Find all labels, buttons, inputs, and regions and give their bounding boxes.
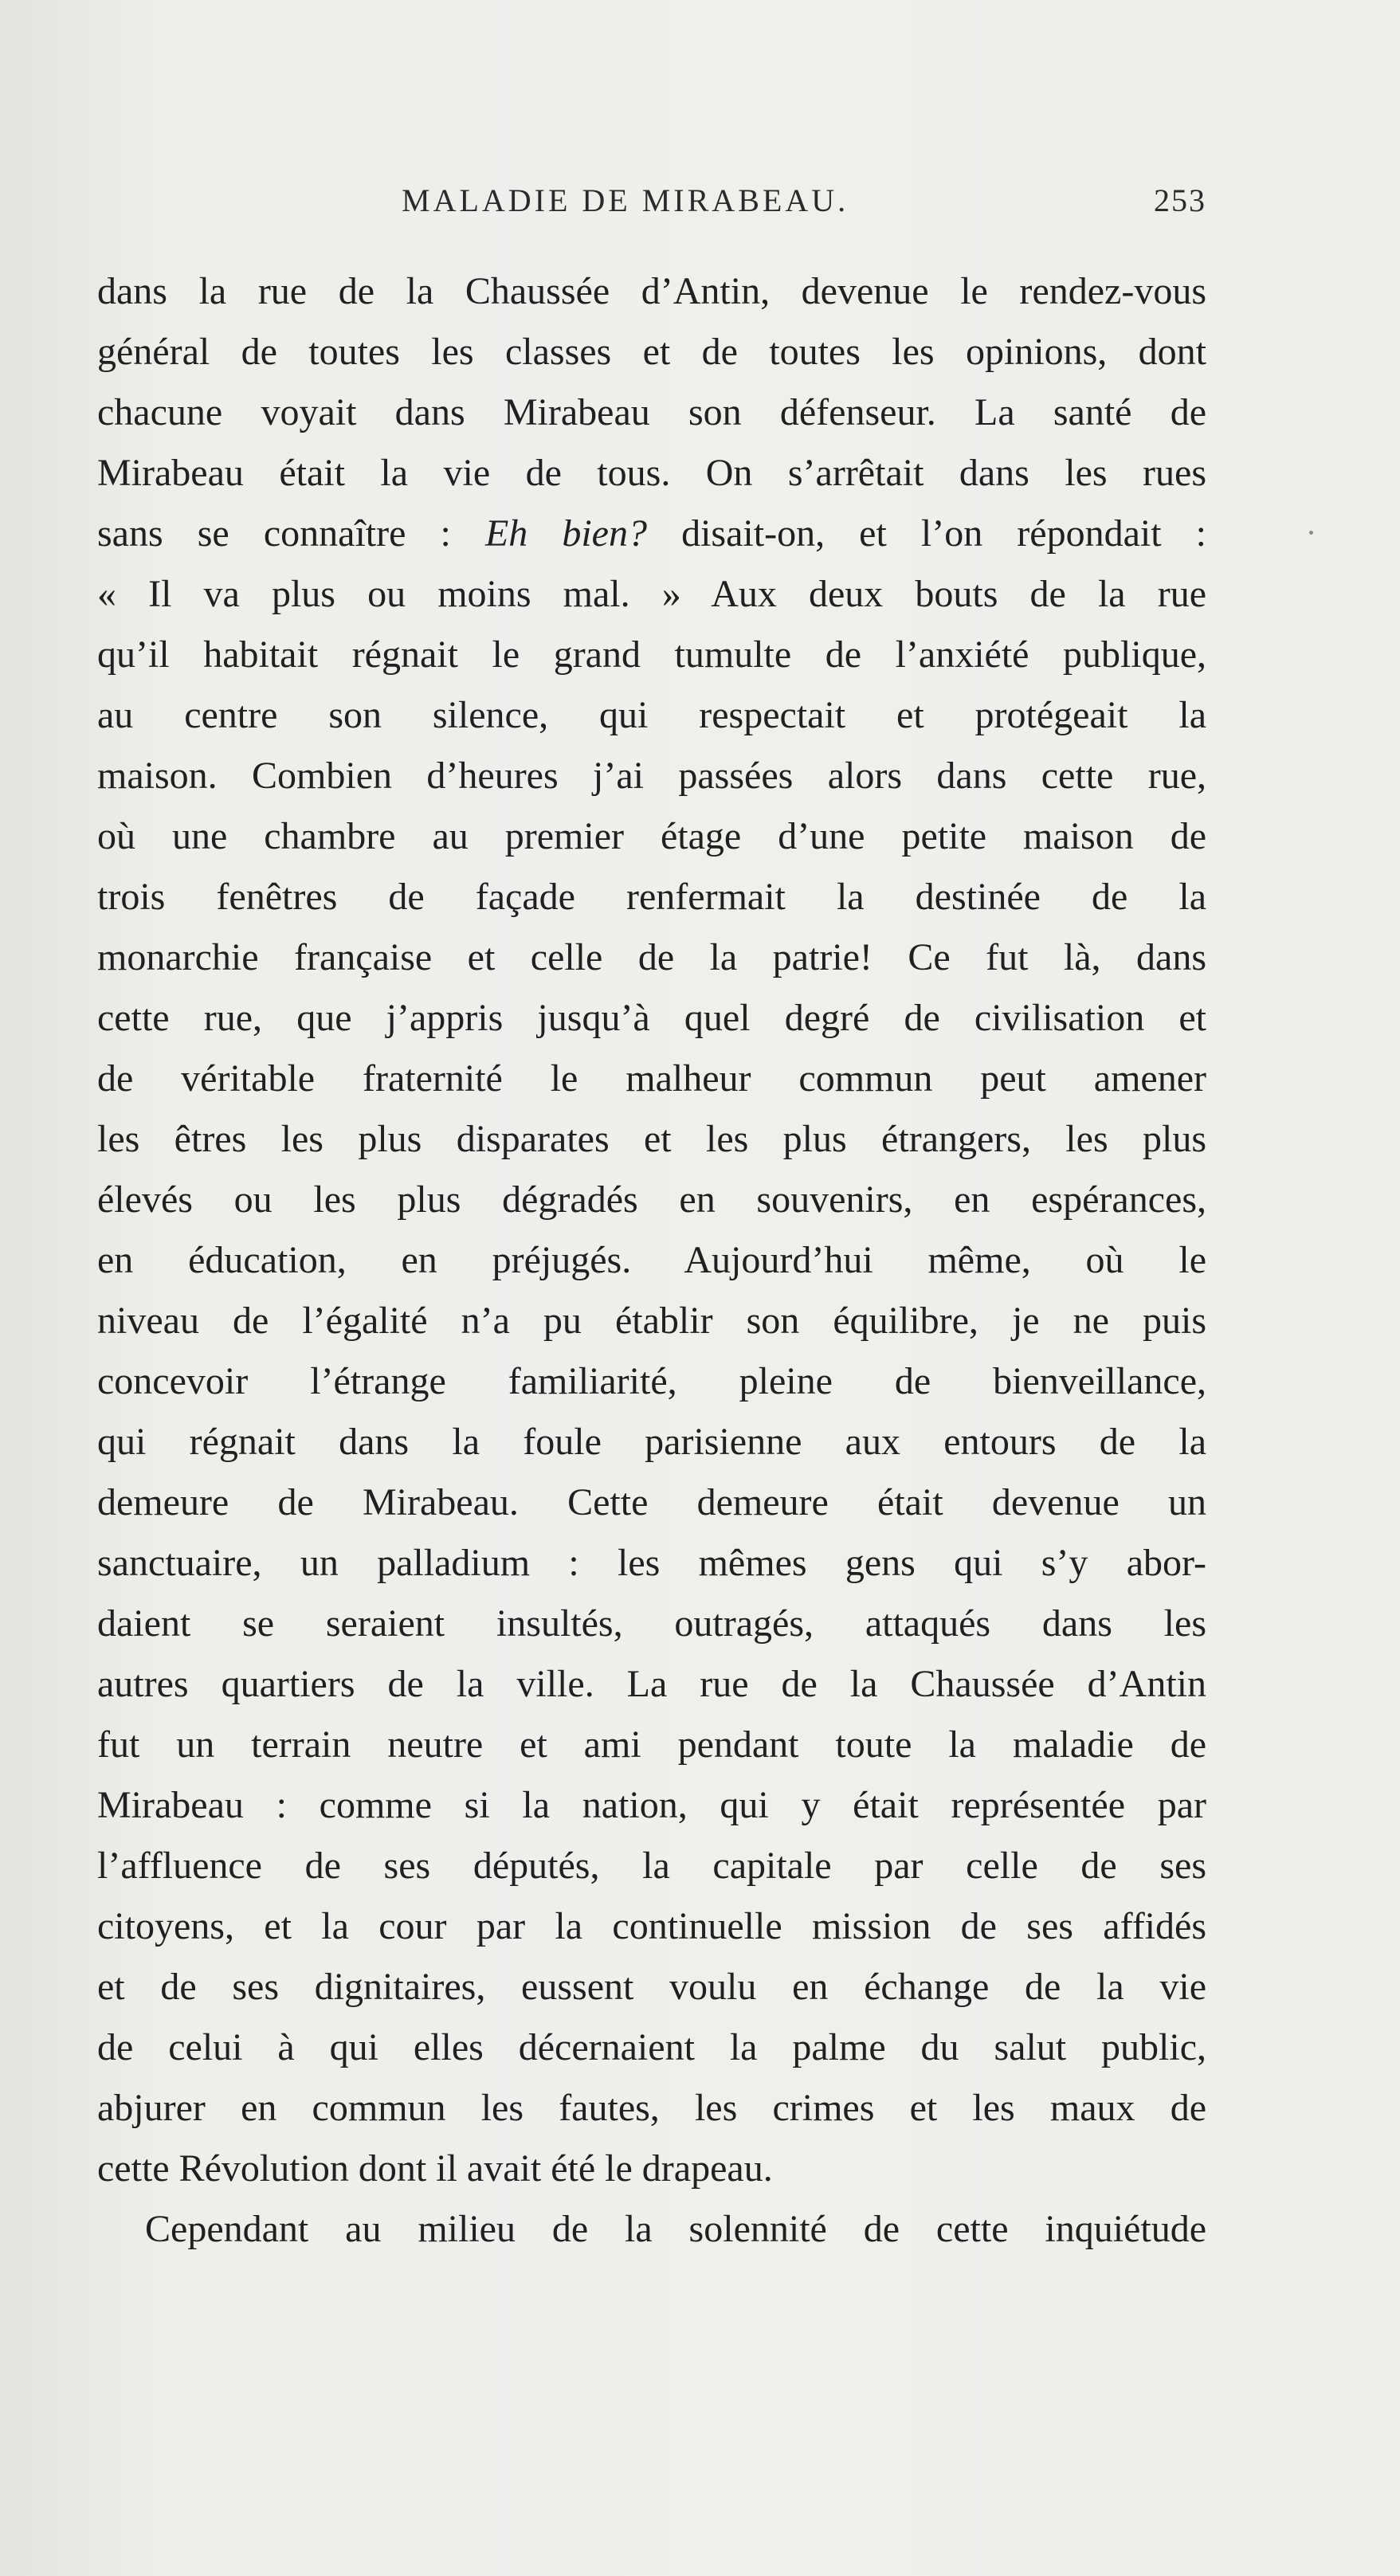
- text-line: qui régnait dans la foule parisienne aux entours de la: [97, 1421, 1206, 1463]
- text-run: disait-on, et l’on répondait :: [647, 512, 1206, 555]
- text-line: [97, 504, 1206, 564]
- text-line: élevés ou les plus dégradés en souvenirs, en espérances,: [97, 1178, 1206, 1221]
- text-line: Mirabeau était la vie de tous. On s’arrêtait dans les rues: [97, 452, 1206, 494]
- body-text: [97, 261, 1206, 2260]
- text-line: de véritable fraternité le malheur commun peut amener: [97, 1057, 1206, 1100]
- text-line: Cependant au milieu de la solennité de cette inquiétude: [145, 2208, 1206, 2250]
- text-line: cette rue, que j’appris jusqu’à quel degré de civilisation et: [97, 997, 1206, 1039]
- text-run: sans se connaître :: [97, 512, 485, 555]
- text-line: sanctuaire, un palladium : les mêmes gens qui s’y abor-: [97, 1542, 1206, 1584]
- text-line: monarchie française et celle de la patrie! Ce fut là, dans: [97, 936, 1206, 978]
- text-line: les êtres les plus disparates et les plus étrangers, les plus: [97, 1118, 1206, 1160]
- text-line: et de ses dignitaires, eussent voulu en échange de la vie: [97, 1966, 1206, 2008]
- text-line: niveau de l’égalité n’a pu établir son équilibre, je ne puis: [97, 1300, 1206, 1342]
- text-line: citoyens, et la cour par la continuelle mission de ses affidés: [97, 1905, 1206, 1947]
- text-line: concevoir l’étrange familiarité, pleine de bienveillance,: [97, 1360, 1206, 1402]
- text-line: où une chambre au premier étage d’une petite maison de: [97, 815, 1206, 857]
- text-line: de celui à qui elles décernaient la palme du salut public,: [97, 2026, 1206, 2068]
- text-line: général de toutes les classes et de toutes les opinions, dont: [97, 331, 1206, 373]
- text-line: trois fenêtres de façade renfermait la destinée de la: [97, 876, 1206, 918]
- text-line: en éducation, en préjugés. Aujourd’hui même, où le: [97, 1239, 1206, 1281]
- text-line: qu’il habitait régnait le grand tumulte de l’anxiété publique,: [97, 633, 1206, 676]
- text-line: « Il va plus ou moins mal. » Aux deux bouts de la rue: [97, 573, 1206, 615]
- text-line: dans la rue de la Chaussée d’Antin, devenue le rendez-vous: [97, 270, 1206, 312]
- text-line: Mirabeau : comme si la nation, qui y était représentée par: [97, 1784, 1206, 1826]
- page-number: 253: [1154, 182, 1206, 218]
- running-title: MALADIE DE MIRABEAU.: [402, 182, 849, 218]
- text-line: chacune voyait dans Mirabeau son défenseur. La santé de: [97, 391, 1206, 433]
- italic-phrase: Eh bien?: [484, 512, 647, 555]
- text-line: daient se seraient insultés, outragés, attaqués dans les: [97, 1602, 1206, 1645]
- text-line: demeure de Mirabeau. Cette demeure était devenue un: [97, 1481, 1206, 1523]
- text-line: abjurer en commun les fautes, les crimes et les maux de: [97, 2087, 1206, 2129]
- text-line: cette Révolution dont il avait été le drapeau.: [97, 2147, 773, 2190]
- text-line: au centre son silence, qui respectait et protégeait la: [97, 694, 1206, 736]
- text-line: autres quartiers de la ville. La rue de la Chaussée d’Antin: [97, 1663, 1206, 1705]
- running-header: [97, 182, 1206, 229]
- text-line: l’affluence de ses députés, la capitale par celle de ses: [97, 1845, 1206, 1887]
- text-line: fut un terrain neutre et ami pendant toute la maladie de: [97, 1723, 1206, 1766]
- paper-speck: [1309, 531, 1313, 535]
- text-line: maison. Combien d’heures j’ai passées alors dans cette rue,: [97, 755, 1206, 797]
